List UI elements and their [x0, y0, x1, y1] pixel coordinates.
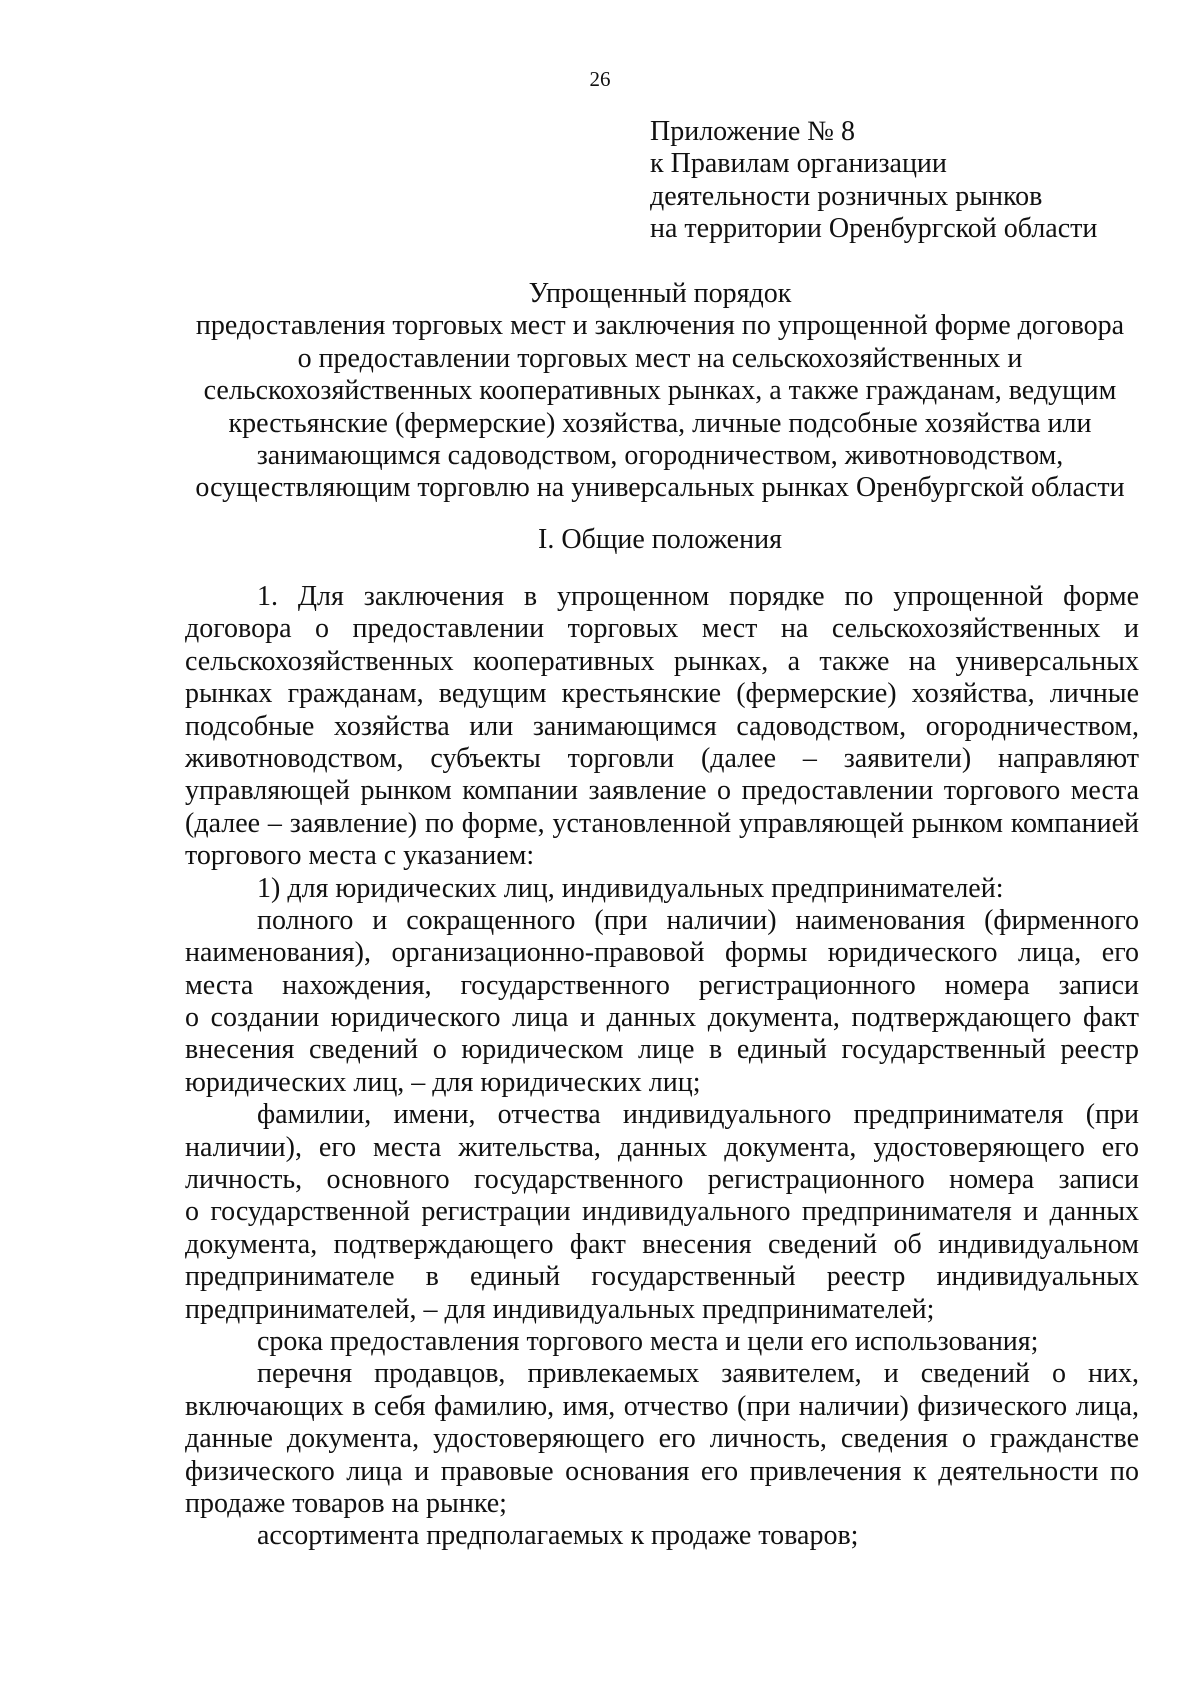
paragraph-line: юридических лиц, – для юридических лиц; — [185, 1066, 701, 1098]
section-heading: I. Общие положения — [538, 524, 782, 555]
paragraph-line: (далее – заявление) по форме, установленной управляющей рынком компанией — [185, 807, 1139, 839]
paragraph-line: торгового места с указанием: — [185, 840, 535, 872]
annex-line: Приложение № 8 — [650, 116, 855, 147]
paragraph-line: наименования), организационно-правовой формы юридического лица, его — [185, 937, 1139, 969]
paragraph-line: продаже товаров на рынке; — [185, 1487, 507, 1519]
paragraph-line: полного и сокращенного (при наличии) наименования (фирменного — [257, 904, 1139, 936]
title-line: осуществляющим торговлю на универсальных рынках Оренбургской области — [195, 472, 1125, 504]
paragraph-line: данные документа, удостоверяющего его личность, сведения о гражданстве — [185, 1423, 1139, 1455]
title-line: Упрощенный порядок — [528, 278, 792, 309]
paragraph-line: 1) для юридических лиц, индивидуальных предпринимателей: — [257, 872, 1004, 904]
annex-line: деятельности розничных рынков — [650, 180, 1043, 212]
title-line: предоставления торговых мест и заключения по упрощенной форме договора — [195, 310, 1125, 342]
paragraph-line: ассортимента предполагаемых к продаже товаров; — [257, 1520, 859, 1552]
paragraph-line: внесения сведений о юридическом лице в единый государственный реестр — [185, 1034, 1139, 1066]
paragraph-line: животноводством, субъекты торговли (далее – заявители) направляют — [185, 742, 1139, 774]
paragraph-line: срока предоставления торгового места и цели его использования; — [257, 1325, 1039, 1357]
paragraph-line: предпринимателей, – для индивидуальных предпринимателей; — [185, 1293, 935, 1325]
paragraph — [185, 1326, 1139, 1358]
paragraph-line: о создании юридического лица и данных документа, подтверждающего факт — [185, 1002, 1139, 1034]
paragraph-line: физического лица и правовые основания его привлечения к деятельности по — [185, 1455, 1139, 1487]
paragraph-line: рынках гражданам, ведущим крестьянские (фермерские) хозяйства, личные — [185, 678, 1139, 710]
paragraph — [185, 905, 1139, 1099]
paragraph — [185, 581, 1139, 873]
paragraph-line: включающих в себя фамилию, имя, отчество (при наличии) физического лица, — [185, 1390, 1139, 1422]
paragraph-line: о государственной регистрации индивидуального предпринимателя и данных — [185, 1196, 1139, 1228]
paragraph-line: документа, подтверждающего факт внесения сведений об индивидуальном — [185, 1228, 1139, 1260]
paragraph-line: предпринимателе в единый государственный реестр индивидуальных — [185, 1261, 1139, 1293]
title-line: сельскохозяйственных кооперативных рынках, а также гражданам, ведущим — [203, 375, 1117, 407]
title-line: о предоставлении торговых мест на сельскохозяйственных и — [297, 342, 1023, 374]
paragraph-line: сельскохозяйственных кооперативных рынках, а также на универсальных — [185, 645, 1139, 677]
paragraph — [185, 873, 1139, 905]
annex-block — [650, 116, 1170, 246]
paragraph-line: управляющей рынком компании заявление о предоставлении торгового места — [185, 775, 1139, 807]
title-line: занимающимся садоводством, огородничеством, животноводством, — [256, 440, 1064, 472]
page-number: 26 — [589, 67, 611, 91]
paragraph-line: личность, основного государственного регистрационного номера записи — [185, 1164, 1139, 1196]
paragraph-line: наличии), его места жительства, данных документа, удостоверяющего его — [185, 1131, 1139, 1163]
body-text — [185, 581, 1139, 1553]
paragraph-line: перечня продавцов, привлекаемых заявителем, и сведений о них, — [257, 1358, 1139, 1390]
paragraph-line: фамилии, имени, отчества индивидуального предпринимателя (при — [257, 1099, 1139, 1131]
paragraph-line: 1. Для заключения в упрощенном порядке по упрощенной форме — [257, 581, 1139, 612]
paragraph-line: договора о предоставлении торговых мест на сельскохозяйственных и — [185, 613, 1139, 645]
annex-line: к Правилам организации — [650, 148, 947, 180]
paragraph-line: подсобные хозяйства или занимающимся садоводством, огородничеством, — [185, 710, 1139, 742]
title-line: крестьянские (фермерские) хозяйства, личные подсобные хозяйства или — [228, 407, 1092, 439]
paragraph-line: места нахождения, государственного регистрационного номера записи — [185, 969, 1139, 1001]
paragraph — [185, 1520, 1139, 1552]
paragraph — [185, 1358, 1139, 1520]
paragraph — [185, 1099, 1139, 1326]
annex-line: на территории Оренбургской области — [650, 213, 1098, 245]
document-title — [180, 278, 1140, 505]
